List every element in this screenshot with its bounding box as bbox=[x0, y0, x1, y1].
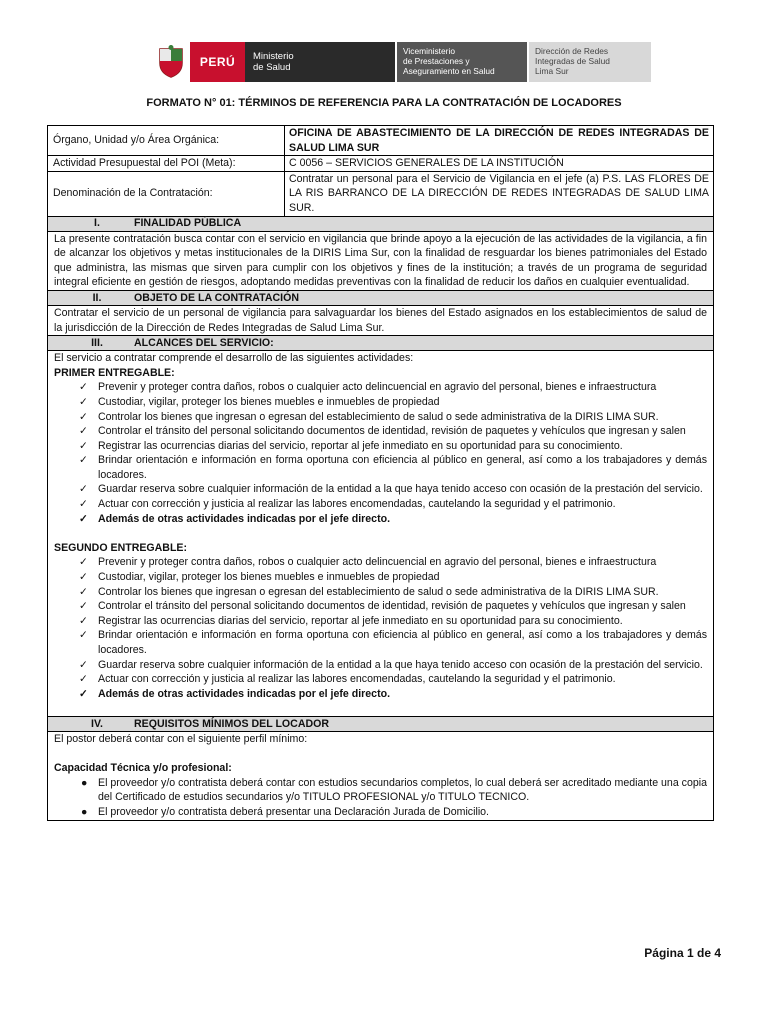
section-body-requisitos bbox=[48, 732, 713, 820]
section-header-finalidad bbox=[48, 217, 713, 232]
first-deliverable-label: PRIMER ENTREGABLE: bbox=[54, 366, 175, 379]
list-item: ✓ Guardar reserva sobre cualquier información de la entidad a la que haya tenido acceso con ocasión de la prestación del servicio. bbox=[79, 483, 703, 496]
section-title: FINALIDAD PÚBLICA bbox=[134, 217, 242, 230]
page-number: Página 1 de 4 bbox=[644, 946, 721, 960]
section-header-objeto bbox=[48, 291, 713, 306]
first-deliverable-list bbox=[54, 380, 707, 526]
second-deliverable-label: SEGUNDO ENTREGABLE: bbox=[54, 541, 188, 554]
national-shield-icon bbox=[152, 42, 190, 82]
list-item: ✓ Registrar las ocurrencias diarias del servicio, reportar al jefe inmediato en su oportunidad para su conocimiento. bbox=[79, 614, 623, 627]
document-title: FORMATO N° 01: TÉRMINOS DE REFERENCIA PARA LA CONTRATACIÓN DE LOCADORES bbox=[146, 97, 622, 109]
checkmark-icon: ✓ bbox=[79, 673, 88, 686]
section-body-alcances bbox=[48, 351, 713, 717]
terms-table bbox=[47, 125, 714, 821]
section-number: IV. bbox=[91, 717, 103, 730]
section-number: III. bbox=[91, 336, 103, 349]
second-deliverable-list bbox=[54, 555, 707, 701]
info-label: Denominación de la Contratación: bbox=[48, 172, 285, 216]
checkmark-icon: ✓ bbox=[79, 425, 88, 438]
info-value: C 0056 – SERVICIOS GENERALES DE LA INSTITUCIÓN bbox=[289, 157, 564, 170]
bullet-icon: ● bbox=[81, 776, 88, 789]
ministry-name: Ministerio de Salud bbox=[245, 42, 395, 82]
section-title: REQUISITOS MÍNIMOS DEL LOCADOR bbox=[134, 717, 330, 730]
list-item: ✓ Además de otras actividades indicadas por el jefe directo. bbox=[79, 687, 391, 700]
list-item: ✓ Custodiar, vigilar, proteger los bienes muebles e inmuebles de propiedad bbox=[79, 395, 440, 408]
technical-capacity-label: Capacidad Técnica y/o profesional: bbox=[54, 762, 232, 775]
info-value: Contratar un personal para el Servicio de Vigilancia en el jefe (a) P.S. LAS FLORES DE LA RIS BARRANCO DE LA DIRECCIÓN DE REDES INTEGRADAS DE SALUD LIMA SUR. bbox=[289, 172, 709, 214]
section-body-finalidad bbox=[48, 232, 713, 291]
list-item: ✓ Controlar los bienes que ingresan o egresan del establecimiento de salud o sede administrativa de la DIRIS LIMA SUR. bbox=[79, 410, 659, 423]
viceministry-name: Viceministerio de Prestaciones y Aseguramiento en Salud bbox=[397, 42, 527, 82]
section-intro: El servicio a contratar comprende el desarrollo de las siguientes actividades: bbox=[54, 352, 414, 365]
section-number: II. bbox=[92, 291, 102, 304]
section-title: OBJETO DE LA CONTRATACIÓN bbox=[134, 291, 299, 304]
checkmark-icon: ✓ bbox=[79, 658, 88, 671]
section-text: La presente contratación busca contar con el servicio en vigilancia que brinde apoyo a la ejecución de las actividades de la vigilancia, a fin de alcanzar los objetivos y metas institucionales de la DIRIS Lima Sur, con la finalidad de resguardar los bienes patrimoniales del Estado que administra, las mismas que sirven para cumplir con los objetivos y fines de la institución; a través de un programa de seguridad integral eficiente en gestión de riesgos, adoptando medidas preventivas con la finalidad de reducir los daños en cualquier eventualidad. bbox=[54, 232, 707, 289]
peru-brand: PERÚ bbox=[190, 42, 245, 82]
list-item: ✓ Custodiar, vigilar, proteger los bienes muebles e inmuebles de propiedad bbox=[79, 571, 440, 584]
section-intro: El postor deberá contar con el siguiente perfil mínimo: bbox=[54, 732, 308, 745]
checkmark-icon: ✓ bbox=[79, 556, 88, 569]
checkmark-icon: ✓ bbox=[79, 614, 88, 627]
info-row-budget bbox=[48, 156, 713, 172]
diris-name: Dirección de Redes Integradas de Salud Lima Sur bbox=[529, 42, 651, 82]
list-item: ✓ Controlar el tránsito del personal solicitando documentos de identidad, revisión de paquetes y vehículos que ingresan y salen bbox=[79, 425, 686, 438]
bullet-icon: ● bbox=[81, 805, 88, 818]
list-item: ✓ Además de otras actividades indicadas por el jefe directo. bbox=[79, 512, 391, 525]
info-row-denomination bbox=[48, 172, 713, 217]
checkmark-icon: ✓ bbox=[79, 600, 88, 613]
list-item: ✓ Registrar las ocurrencias diarias del servicio, reportar al jefe inmediato en su oportunidad para su conocimiento. bbox=[79, 439, 623, 452]
checkmark-icon: ✓ bbox=[79, 395, 88, 408]
checkmark-icon: ✓ bbox=[79, 687, 88, 700]
checkmark-icon: ✓ bbox=[79, 585, 88, 598]
section-header-requisitos bbox=[48, 717, 713, 732]
checkmark-icon: ✓ bbox=[79, 512, 88, 525]
info-value: OFICINA DE ABASTECIMIENTO DE LA DIRECCIÓN DE REDES INTEGRADAS DE SALUD LIMA SUR bbox=[289, 127, 709, 154]
list-item: ● El proveedor y/o contratista deberá contar con estudios secundarios completos, lo cual deberá ser acreditado mediante una copia del Certificado de estudios secundarios y/o TITULO PROFESIONAL y/o TITULO TECNICO. bbox=[81, 776, 707, 804]
section-text: Contratar el servicio de un personal de vigilancia para salvaguardar los bienes del Estado asignados en los establecimientos de salud de la jurisdicción de la Dirección de Redes Integradas de Salud Lima Sur. bbox=[54, 306, 707, 334]
requirements-list bbox=[54, 776, 707, 820]
list-item: ✓ Prevenir y proteger contra daños, robos o cualquier acto delincuencial en agravio del personal, bienes e infraestructura bbox=[79, 556, 657, 569]
section-body-objeto bbox=[48, 306, 713, 336]
checkmark-icon: ✓ bbox=[79, 410, 88, 423]
info-row-organ bbox=[48, 126, 713, 156]
info-label: Órgano, Unidad y/o Área Orgánica: bbox=[48, 126, 285, 155]
list-item: ✓ Prevenir y proteger contra daños, robos o cualquier acto delincuencial en agravio del personal, bienes e infraestructura bbox=[79, 381, 657, 394]
section-header-alcances bbox=[48, 336, 713, 351]
checkmark-icon: ✓ bbox=[79, 483, 88, 496]
checkmark-icon: ✓ bbox=[79, 439, 88, 452]
list-item: ✓ Actuar con corrección y justicia al realizar las labores encomendadas, cautelando la seguridad y el patrimonio. bbox=[79, 673, 616, 686]
checkmark-icon: ✓ bbox=[79, 498, 88, 511]
checkmark-icon: ✓ bbox=[79, 381, 88, 394]
checkmark-icon: ✓ bbox=[79, 454, 88, 467]
list-item: ✓ Actuar con corrección y justicia al realizar las labores encomendadas, cautelando la seguridad y el patrimonio. bbox=[79, 498, 616, 511]
list-item: ✓ Brindar orientación e información en forma oportuna con eficiencia al público en general, así como a los trabajadores y demás locadores. bbox=[79, 629, 707, 656]
institution-header bbox=[152, 42, 651, 82]
list-item: ✓ Guardar reserva sobre cualquier información de la entidad a la que haya tenido acceso con ocasión de la prestación del servicio. bbox=[79, 658, 703, 671]
checkmark-icon: ✓ bbox=[79, 571, 88, 584]
list-item: ✓ Controlar los bienes que ingresan o egresan del establecimiento de salud o sede administrativa de la DIRIS LIMA SUR. bbox=[79, 585, 659, 598]
list-item: ● El proveedor y/o contratista deberá presentar una Declaración Jurada de Domicilio. bbox=[81, 805, 490, 818]
info-label: Actividad Presupuestal del POI (Meta): bbox=[48, 156, 285, 171]
section-number: I. bbox=[94, 217, 100, 230]
checkmark-icon: ✓ bbox=[79, 629, 88, 642]
list-item: ✓ Brindar orientación e información en forma oportuna con eficiencia al público en general, así como a los trabajadores y demás locadores. bbox=[79, 454, 707, 481]
list-item: ✓ Controlar el tránsito del personal solicitando documentos de identidad, revisión de paquetes y vehículos que ingresan y salen bbox=[79, 600, 686, 613]
section-title: ALCANCES DEL SERVICIO: bbox=[134, 336, 274, 349]
